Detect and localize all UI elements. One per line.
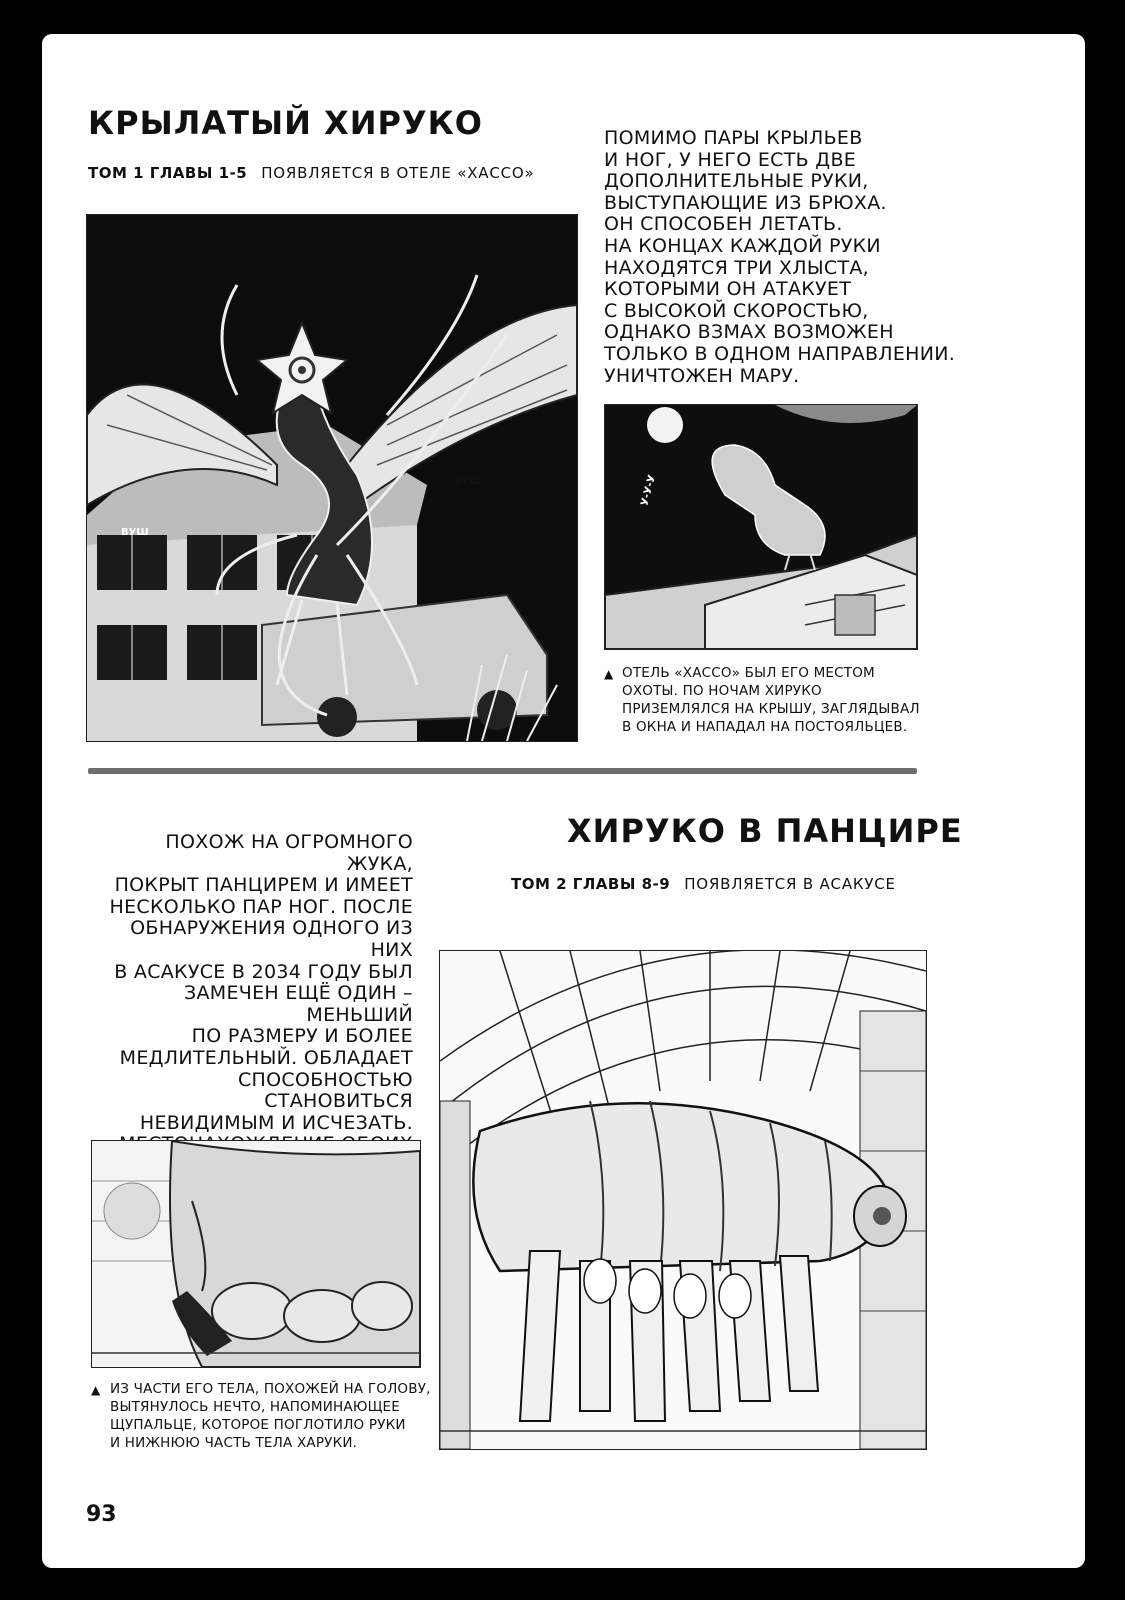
sfx-whoosh-right: ВУШ: [454, 476, 482, 487]
section1-title: КРЫЛАТЫЙ ХИРУКО: [88, 104, 483, 142]
section2-volume-chapters: ТОМ 2 ГЛАВЫ 8-9: [511, 875, 671, 893]
sfx-small: У-У-У: [639, 473, 659, 508]
section2-meta: [511, 875, 896, 893]
section2-appears: ПОЯВЛЯЕТСЯ В АСАКУСЕ: [684, 875, 896, 893]
section1-caption: ОТЕЛЬ «ХАССО» БЫЛ ЕГО МЕСТОМ ОХОТЫ. ПО НОЧАМ ХИРУКО ПРИЗЕМЛЯЛСЯ НА КРЫШУ, ЗАГЛЯДЫВАЛ В ОКНА И НАПАДАЛ НА ПОСТОЯЛЬЦЕВ.: [622, 665, 920, 735]
sfx-whoosh-left: ВУШ: [121, 527, 149, 538]
section2-caption: ИЗ ЧАСТИ ЕГО ТЕЛА, ПОХОЖЕЙ НА ГОЛОВУ, ВЫТЯНУЛОСЬ НЕЧТО, НАПОМИНАЮЩЕЕ ЩУПАЛЬЦЕ, КОТОРОЕ ПОГЛОТИЛО РУКИ И НИЖНЮЮ ЧАСТЬ ТЕЛА ХАРУКИ.: [110, 1381, 431, 1451]
caption-triangle-icon: ▲: [604, 667, 614, 681]
section1-description: ПОМИМО ПАРЫ КРЫЛЬЕВ И НОГ, У НЕГО ЕСТЬ ДВЕ ДОПОЛНИТЕЛЬНЫЕ РУКИ, ВЫСТУПАЮЩИЕ ИЗ БРЮХА. ОН СПОСОБЕН ЛЕТАТЬ. НА КОНЦАХ КАЖДОЙ РУКИ НАХОДЯТСЯ ТРИ ХЛЫСТА, КОТОРЫМИ ОН АТАКУЕТ С ВЫСОКОЙ СКОРОСТЬЮ, ОДНАКО ВЗМАХ ВОЗМОЖЕН ТОЛЬКО В ОДНОМ НАПРАВЛЕНИИ. УНИЧТОЖЕН МАРУ.: [604, 127, 956, 387]
section2-description: ПОХОЖ НА ОГРОМНОГО ЖУКА, ПОКРЫТ ПАНЦИРЕМ И ИМЕЕТ НЕСКОЛЬКО ПАР НОГ. ПОСЛЕ ОБНАРУЖЕНИЯ ОДНОГО ИЗ НИХ В АСАКУСЕ В 2034 ГОДУ БЫЛ ЗАМЕЧЕН ЕЩЁ ОДИН – МЕНЬШИЙ ПО РАЗМЕРУ И БОЛЕЕ МЕДЛИТЕЛЬНЫЙ. ОБЛАДАЕТ СПОСОБНОСТЬЮ СТАНОВИТЬСЯ НЕВИДИМЫМ И ИСЧЕЗАТЬ.: [109, 831, 413, 1134]
page-number: 93: [86, 1502, 117, 1527]
section2-title: ХИРУКО В ПАНЦИРЕ: [567, 812, 963, 850]
armored-hiruko-illustration: [440, 951, 926, 1449]
section1-volume-chapters: ТОМ 1 ГЛАВЫ 1-5: [88, 164, 248, 182]
caption-triangle-icon-2: ▲: [91, 1383, 101, 1397]
tentacle-illustration: [92, 1141, 420, 1367]
armored-hiruko-main-panel: [439, 950, 927, 1450]
section1-appears: ПОЯВЛЯЕТСЯ В ОТЕЛЕ «ХАССО»: [261, 164, 535, 182]
tentacle-panel: [91, 1140, 421, 1368]
